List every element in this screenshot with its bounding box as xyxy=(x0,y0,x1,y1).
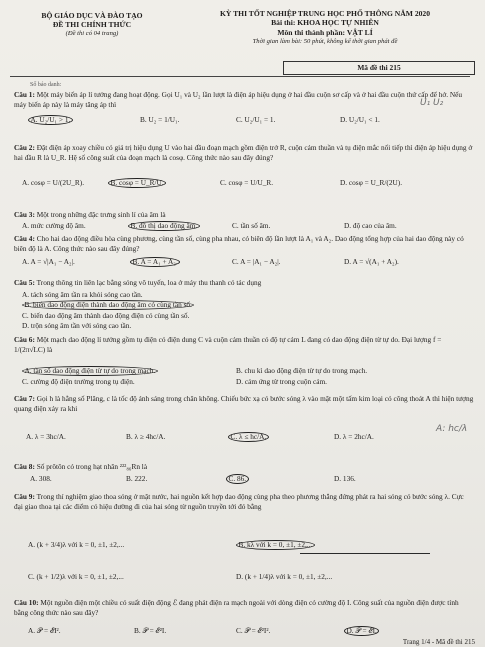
question-5: Câu 5: Trong thông tin liên lạc bằng sóng vô tuyến, loa ở máy thu thanh có tác dụng xyxy=(14,278,262,287)
q7-option-b: B. λ ≥ 4hc/A. xyxy=(126,432,166,441)
q6-option-b: B. chu kì dao động điện từ tự do trong mạch. xyxy=(236,366,368,375)
question-1 xyxy=(14,90,474,109)
q1-option-b: B. U₂ = 1/U₁. xyxy=(140,115,180,124)
q3-option-d: D. độ cao của âm. xyxy=(344,221,397,230)
handwritten-underline xyxy=(300,553,430,554)
q8-option-d: D. 136. xyxy=(334,474,356,483)
q2-option-d: D. cosφ = U_R/(2U). xyxy=(340,178,403,187)
q5-option-b: B. biến dao động điện thành dao động âm có cùng tần số. xyxy=(22,300,194,310)
q2-option-c: C. cosφ = U/U_R. xyxy=(220,178,274,187)
q4-option-a: A. A = √|A₁ − A₂|. xyxy=(22,257,75,266)
q3-option-a: A. mức cường độ âm. xyxy=(22,221,86,230)
q10-option-a: A. 𝒫 = ℰI². xyxy=(28,626,61,635)
q6-option-a: A. tần số dao động điện từ tự do trong mạch. xyxy=(22,366,158,376)
q1-option-a: A. U₂/U₁ > 1. xyxy=(28,115,73,125)
struck-label: Số báo danh: xyxy=(30,82,62,88)
question-9: Câu 9: Trong thí nghiệm giao thoa sóng ở mặt nước, hai nguồn kết hợp dao động cùng pha theo phương thẳng đứng phát ra hai sóng có bước sóng λ. Cực đại giao thoa tại các điểm có hiệu đường đi của hai sóng từ nguồn truyền tới đó bằng xyxy=(14,492,464,511)
question-10: Câu 10: Một nguồn điện một chiều có suất điện động ℰ đang phát điện ra mạch ngoài với dòng điện có cường độ I. Công suất của nguồn điện được tính bằng công thức nào sau đây? xyxy=(14,598,459,617)
q4-option-b: B. A = A₁ + A₂. xyxy=(130,257,180,267)
q6-option-d: D. cảm ứng từ trong cuộn cảm. xyxy=(236,377,327,386)
q7-option-d: D. λ = 2hc/A. xyxy=(334,432,374,441)
question-8: Câu 8: Số prôtôn có trong hạt nhân ²²²₈₆Rn là xyxy=(14,462,148,471)
q4-option-d: D. A = √(A₁ + A₂). xyxy=(344,257,399,266)
handwritten-note: U₁ U₂ xyxy=(420,98,444,108)
question-text: Một máy biến áp lí tưởng đang hoạt động. Gọi U₁ và U₂ lần lượt là điện áp hiệu dụng ở hai đầu cuộn sơ cấp và ở hai đầu cuộn thứ cấp để hở. Nếu máy biến áp này là máy tăng áp thì xyxy=(14,90,463,109)
q8-option-b: B. 222. xyxy=(126,474,148,483)
q9-option-b: B. kλ với k = 0, ±1, ±2,... xyxy=(236,540,315,550)
page-count: (Đề thi có 04 trang) xyxy=(65,30,119,37)
question-7: Câu 7: Gọi h là hằng số Plăng, c là tốc độ ánh sáng trong chân không. Chiếu bức xạ có bước sóng λ vào mặt một tấm kim loại có công thoát A thì hiện tượng quang điện xảy ra khi xyxy=(14,394,474,413)
q5-option-a: A. tách sóng âm tần ra khỏi sóng cao tần. xyxy=(22,290,143,299)
q1-option-d: D. U₂/U₁ < 1. xyxy=(340,115,380,124)
q9-option-c: C. (k + 1/2)λ với k = 0, ±1, ±2,... xyxy=(28,572,124,581)
page-footer: Trang 1/4 - Mã đề thi 215 xyxy=(402,638,475,646)
q7-option-c: C. λ ≤ hc/A. xyxy=(228,432,269,442)
question-4: Câu 4: Cho hai dao động điều hòa cùng phương, cùng tần số, cùng pha nhau, có biên độ lần lượt là A₁ và A₂. Dao động tổng hợp của hai dao động này có biên độ là A. Công thức nào sau đây đúng? xyxy=(14,234,464,253)
q2-option-b: B. cosφ = U_R/U. xyxy=(108,178,166,188)
q5-option-c: C. biến dao động âm thành dao động điện có cùng tần số. xyxy=(22,311,190,320)
header-left xyxy=(22,11,162,38)
q10-option-b: B. 𝒫 = ℰ²I. xyxy=(134,626,167,635)
question-2: Câu 2: Đặt điện áp xoay chiều có giá trị hiệu dụng U vào hai đầu đoạn mạch gồm điện trở R, cuộn cảm thuần và tụ điện mắc nối tiếp thì điện áp hiệu dụng ở hai đầu R là U_R. Hệ số công suất của đoạn mạch là cosφ. Công thức nào sau đây đúng? xyxy=(14,143,473,162)
ministry-name: BỘ GIÁO DỤC VÀ ĐÀO TẠO xyxy=(41,11,143,20)
q8-option-a: A. 308. xyxy=(30,474,52,483)
question-number: Câu 1: xyxy=(14,90,35,99)
q10-option-c: C. 𝒫 = ℰ²I². xyxy=(236,626,271,635)
q5-option-d: D. trộn sóng âm tần với sóng cao tần. xyxy=(22,321,132,330)
q9-option-d: D. (k + 1/4)λ với k = 0, ±1, ±2,... xyxy=(236,572,333,581)
header-right xyxy=(180,9,470,47)
question-6: Câu 6: Một mạch dao động lí tưởng gồm tụ điện có điện dung C và cuộn cảm thuần có độ tự cảm L đang có dao động điện từ tự do. Đại lượng f = 1/(2π√LC) là xyxy=(14,335,442,354)
exam-title: KỲ THI TỐT NGHIỆP TRUNG HỌC PHỔ THÔNG NĂM 2020 xyxy=(219,9,431,18)
subject-group: Bài thi: KHOA HỌC TỰ NHIÊN xyxy=(271,18,379,28)
q9-option-a: A. (k + 3/4)λ với k = 0, ±1, ±2,... xyxy=(28,540,125,549)
q6-option-c: C. cường độ điện trường trong tụ điện. xyxy=(22,377,135,386)
q1-option-c: C. U₂/U₁ = 1. xyxy=(236,115,276,124)
question-3: Câu 3: Một trong những đặc trưng sinh lí của âm là xyxy=(14,210,166,219)
time-limit: Thời gian làm bài: 50 phút, không kể thời gian phát đề xyxy=(252,38,398,46)
q3-option-b: B. đồ thị dao động âm. xyxy=(128,221,200,231)
q4-option-c: C. A = |A₁ − A₂|. xyxy=(232,257,281,266)
exam-code-box: Mã đề thi 215 xyxy=(283,61,475,75)
q2-option-a: A. cosφ = U/(2U_R). xyxy=(22,178,85,187)
official-label: ĐỀ THI CHÍNH THỨC xyxy=(52,20,132,29)
q3-option-c: C. tần số âm. xyxy=(232,221,271,230)
q8-option-c: C. 86. xyxy=(226,474,249,484)
q7-option-a: A. λ = 3hc/A. xyxy=(26,432,66,441)
handwritten-note-2: A: hc/λ xyxy=(436,424,468,434)
divider xyxy=(10,76,470,77)
component-subject: Môn thi thành phần: VẬT LÍ xyxy=(277,27,373,37)
q10-option-d: D. 𝒫 = ℰI. xyxy=(344,626,379,636)
